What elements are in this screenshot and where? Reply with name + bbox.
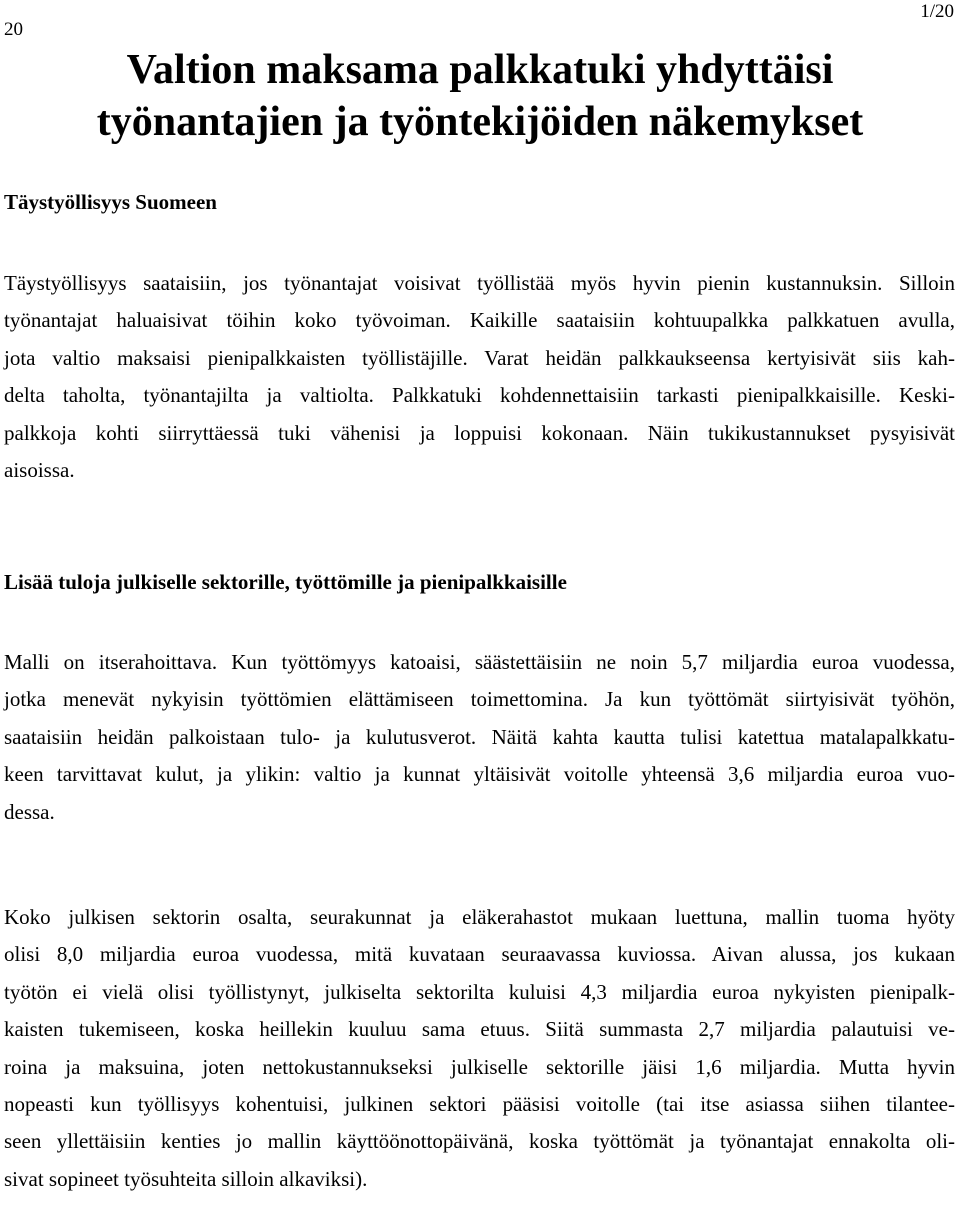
paragraph-line: roina ja maksuina, joten nettokustannukseksi julkiselle sektorille jäisi 1,6 miljardia. Mutta hyvin: [4, 1054, 955, 1079]
paragraph-line: sivat sopineet työsuhteita silloin alkaviksi).: [4, 1166, 368, 1191]
page-title: [0, 44, 960, 148]
paragraph-line: seen yllettäisiin kenties jo mallin käyttöönottopäivänä, koska työttömät ja työnantajat ennakolta oli-: [4, 1129, 955, 1154]
paragraph-line: Täystyöllisyys saataisiin, jos työnantajat voisivat työllistää myös hyvin pienin kustannuksin. Silloin: [4, 271, 955, 295]
paragraph-malli: [4, 644, 955, 831]
paragraph-line: saataisiin heidän palkoistaan tulo- ja kulutusverot. Näitä kahta kautta tulisi katettua matalapalkkatu-: [4, 724, 955, 749]
paragraph-line: olisi 8,0 miljardia euroa vuodessa, mitä kuvataan seuraavassa kuviossa. Aivan alussa, jos kukaan: [4, 942, 955, 967]
page-marker: 1/20: [920, 1, 954, 22]
section-heading-taystyollisyys: Täystyöllisyys Suomeen: [4, 190, 217, 214]
paragraph-line: työnantajat haluaisivat töihin koko työvoiman. Kaikille saataisiin kohtuupalkka palkkatuen avulla,: [4, 308, 955, 333]
title-line-1: Valtion maksama palkkatuki yhdyttäisi: [126, 47, 834, 93]
paragraph-line: jota valtio maksaisi pienipalkkaisten työllistäjille. Varat heidän palkkaukseensa kertyisivät siis kah-: [4, 345, 955, 370]
paragraph-line: työtön ei vielä olisi työllistynyt, julkiselta sektorilta kuluisi 4,3 miljardia euroa nykyisten pienipalk-: [4, 979, 955, 1004]
paragraph-line: Koko julkisen sektorin osalta, seurakunnat ja eläkerahastot mukaan luettuna, mallin tuoma hyöty: [4, 905, 955, 929]
paragraph-taystyollisyys: [4, 265, 955, 489]
paragraph-line: dessa.: [4, 799, 55, 824]
paragraph-line: keen tarvittavat kulut, ja ylikin: valtio ja kunnat yltäisivät voitolle yhteensä 3,6 miljardia euroa vuo-: [4, 762, 955, 787]
section-heading-lisaa-tuloja: Lisää tuloja julkiselle sektorille, työttömille ja pienipalkkaisille: [4, 570, 567, 594]
paragraph-line: delta taholta, työnantajilta ja valtiolta. Palkkatuki kohdennettaisiin tarkasti pienipalkkaisille. Keski-: [4, 383, 955, 408]
title-line-2: työnantajien ja työntekijöiden näkemykset: [96, 99, 864, 145]
paragraph-line: jotka menevät nykyisin työttömien elättämiseen toimettomina. Ja kun työttömät siirtyisivät työhön,: [4, 687, 955, 712]
page-number-left: 20: [4, 19, 23, 40]
paragraph-line: kaisten tukemiseen, koska heillekin kuuluu sama etuus. Siitä summasta 2,7 miljardia palautuisi ve-: [4, 1017, 955, 1042]
paragraph-line: palkkoja kohti siirryttäessä tuki vähenisi ja loppuisi kokonaan. Näin tukikustannukset pysyisivät: [4, 420, 955, 445]
paragraph-line: Malli on itserahoittava. Kun työttömyys katoaisi, säästettäisiin ne noin 5,7 miljardia euroa vuodessa,: [4, 650, 955, 674]
paragraph-line: nopeasti kun työllisyys kohentuisi, julkinen sektori pääsisi voitolle (tai itse asiassa siihen tilantee-: [4, 1092, 955, 1117]
paragraph-julkinen-sektori: [4, 899, 955, 1198]
paragraph-line: aisoissa.: [4, 458, 75, 483]
